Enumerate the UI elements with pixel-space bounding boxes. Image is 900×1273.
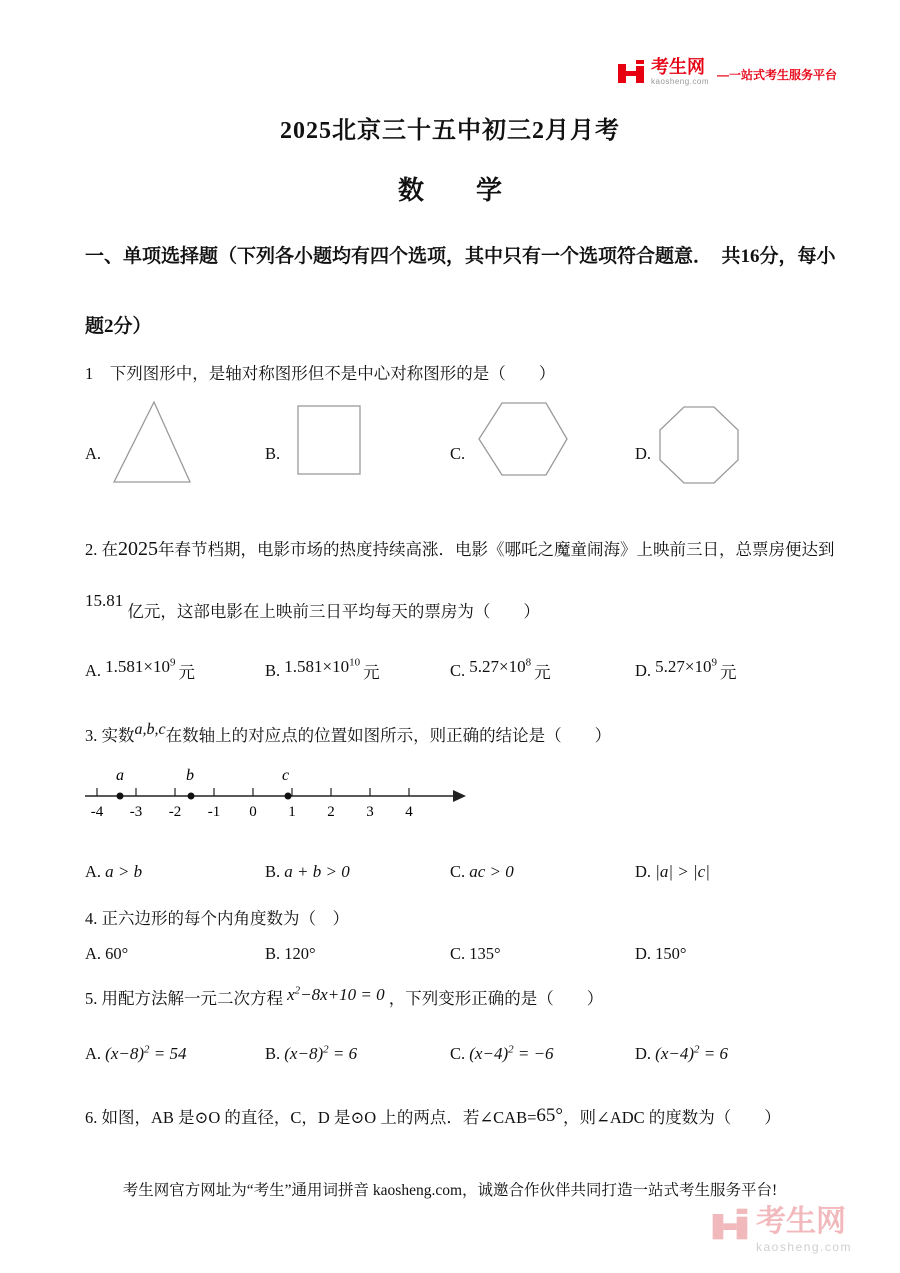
- q4-option-d: [635, 944, 687, 964]
- q4-option-a-value: 60°: [105, 944, 129, 963]
- q2-option-b-label: B.: [265, 661, 281, 680]
- q5-option-d-rhs: = 6: [703, 1044, 728, 1063]
- q5-option-c-exponent: 2: [508, 1043, 514, 1056]
- q2-option-c-unit: 元: [534, 663, 551, 682]
- q2-option-a-unit: 元: [178, 663, 196, 682]
- q5-option-c-rhs: = −6: [517, 1044, 554, 1063]
- q2-line2-rest: 亿元，这部电影在上映前三日平均每天的票房为（ ）: [127, 602, 540, 621]
- question-5-text: [85, 986, 855, 1012]
- q4-option-b: [265, 944, 316, 964]
- q3-option-c-expr: ac > 0: [469, 862, 514, 881]
- tick-label: 4: [405, 804, 413, 820]
- footer-text: 考生网官方网址为“考生”通用词拼音 kaosheng.com，诚邀合作伙伴共同打造一站式考生服务平台!: [122, 1182, 778, 1199]
- subject-title: 数 学: [397, 176, 502, 205]
- question-4-options: [85, 944, 870, 972]
- tick-label: -4: [90, 804, 104, 820]
- q4-option-d-value: 150°: [655, 944, 687, 963]
- question-4-text: 4. 正六边形的每个内角度数为（ ）: [85, 909, 349, 928]
- q2-pre: 2. 在: [85, 540, 118, 559]
- watermark-logo-icon: [710, 1206, 750, 1246]
- q5-option-a-expr: (x−8): [105, 1044, 145, 1063]
- q5-eq-rest: −8x+10 = 0: [300, 985, 385, 1004]
- question-3-text: [85, 721, 855, 749]
- kaosheng-logo-icon: [616, 58, 646, 88]
- q4-option-a: [85, 944, 128, 964]
- tick-label: -1: [207, 804, 221, 820]
- q3-option-a-expr: a > b: [105, 862, 143, 881]
- q4-option-b-value: 120°: [284, 944, 316, 963]
- q1-option-label-b: B.: [265, 444, 281, 463]
- question-6-text: [85, 1104, 855, 1133]
- q3-option-b: [265, 862, 350, 882]
- hexagon-shape: [477, 399, 569, 479]
- q3-option-b-label: B.: [265, 862, 281, 881]
- q1-option-label-c: C.: [450, 444, 466, 463]
- q4-option-c: [450, 944, 501, 964]
- q1-option-label-a: A.: [85, 444, 102, 463]
- q4-option-d-label: D.: [635, 944, 652, 963]
- q3-option-b-expr: a + b > 0: [284, 862, 350, 881]
- logo-text-block: [651, 58, 709, 86]
- q2-option-d: [635, 657, 737, 681]
- q6-angle-value: 65°: [536, 1105, 563, 1126]
- q4-option-c-value: 135°: [469, 944, 501, 963]
- q2-option-a-label: A.: [85, 661, 102, 680]
- q5-option-b: [265, 1044, 357, 1064]
- question-3-options: [85, 862, 870, 890]
- q2-option-b-exponent: 10: [349, 656, 361, 669]
- tick-label: -2: [168, 804, 182, 820]
- tick-label: 2: [327, 804, 335, 820]
- q5-eq-base: x: [287, 985, 295, 1004]
- q2-option-a-exponent: 9: [170, 656, 176, 669]
- q5-option-d-exponent: 2: [694, 1043, 700, 1056]
- kaosheng-logo: [616, 58, 837, 88]
- q3-option-c-label: C.: [450, 862, 466, 881]
- q5-option-b-exponent: 2: [323, 1043, 329, 1056]
- q2-option-b: [265, 657, 380, 681]
- q2-option-c-label: C.: [450, 661, 466, 680]
- triangle-shape: [110, 398, 194, 486]
- question-5-options: [85, 1044, 870, 1072]
- page-title: 2025北京三十五中初三2月月考: [280, 118, 620, 144]
- q6-pre: 6. 如图，AB 是⊙O 的直径，C，D 是⊙O 上的两点．若∠CAB=: [85, 1108, 537, 1127]
- q3-option-d: [635, 862, 710, 882]
- question-1-text: 1 下列图形中，是轴对称图形但不是中心对称图形的是（ ）: [85, 364, 556, 383]
- q3-variables: a,b,c: [134, 721, 166, 738]
- q2-option-d-unit: 元: [720, 663, 737, 682]
- q2-number: 15.81: [85, 591, 124, 610]
- octagon-shape: [657, 404, 741, 486]
- tick-label: -3: [129, 804, 143, 820]
- q2-option-a-value: 1.581×10: [105, 657, 171, 676]
- q2-year: 2025: [118, 538, 158, 560]
- point-c-label: c: [282, 767, 290, 784]
- point-a-dot: [117, 793, 124, 800]
- q5-option-d: [635, 1044, 728, 1064]
- q4-option-c-label: C.: [450, 944, 466, 963]
- watermark-text-block: [756, 1206, 852, 1254]
- q4-option-a-label: A.: [85, 944, 102, 963]
- q2-option-d-label: D.: [635, 661, 652, 680]
- q2-option-d-value: 5.27×10: [655, 657, 712, 676]
- q2-option-b-value: 1.581×10: [284, 657, 350, 676]
- q5-post: ，下列变形正确的是（ ）: [388, 989, 604, 1008]
- q5-option-d-label: D.: [635, 1044, 652, 1063]
- q5-option-b-rhs: = 6: [332, 1044, 358, 1063]
- q3-option-a: [85, 862, 142, 882]
- point-c-dot: [285, 793, 292, 800]
- point-a-label: a: [116, 767, 124, 784]
- q3-pre: 3. 实数: [85, 726, 135, 745]
- q5-option-b-expr: (x−8): [284, 1044, 324, 1063]
- point-b-dot: [188, 793, 195, 800]
- logo-domain: kaosheng.com: [651, 76, 710, 86]
- q6-post: ，则∠ADC 的度数为（ ）: [563, 1108, 781, 1127]
- q5-equation: [287, 985, 385, 1004]
- q2-option-b-unit: 元: [363, 663, 380, 682]
- q2-option-c: [450, 657, 551, 681]
- q2-option-c-value: 5.27×10: [469, 657, 526, 676]
- watermark-name: 考生网: [756, 1205, 846, 1238]
- q5-pre: 5. 用配方法解一元二次方程: [85, 989, 283, 1008]
- tick-label: 1: [288, 804, 296, 820]
- q2-line1-rest: 年春节档期，电影市场的热度持续高涨．电影《哪吒之魔童闹海》上映前三日，总票房便达到: [158, 540, 835, 559]
- tick-label: 3: [366, 804, 374, 820]
- tick-label: 0: [249, 804, 257, 820]
- q3-option-d-label: D.: [635, 862, 652, 881]
- section-heading-line2: 题2分）: [85, 316, 152, 337]
- q5-option-b-label: B.: [265, 1044, 281, 1063]
- q5-option-c: [450, 1044, 554, 1064]
- q2-option-d-exponent: 9: [711, 656, 718, 669]
- question-2-line2: [85, 591, 855, 621]
- section-heading-line1: 一、单项选择题（下列各小题均有四个选项，其中只有一个选项符合题意． 共16分，每小: [85, 246, 836, 267]
- logo-name: 考生网: [651, 57, 705, 77]
- q3-option-a-label: A.: [85, 862, 102, 881]
- q5-option-c-label: C.: [450, 1044, 466, 1063]
- q3-post: 在数轴上的对应点的位置如图所示，则正确的结论是（ ）: [165, 726, 612, 745]
- logo-tagline: —一站式考生服务平台: [717, 68, 838, 82]
- square-shape: [296, 404, 362, 476]
- q5-option-a-label: A.: [85, 1044, 102, 1063]
- q1-option-label-d: D.: [635, 444, 652, 463]
- watermark: [710, 1206, 852, 1254]
- question-2-options: [85, 657, 870, 685]
- q3-option-c: [450, 862, 514, 882]
- number-line-figure: [85, 764, 480, 824]
- q5-option-a-rhs: = 54: [153, 1044, 187, 1063]
- q3-option-d-expr: |a| > |c|: [655, 862, 710, 881]
- watermark-domain: kaosheng.com: [756, 1239, 853, 1254]
- question-2-line1: [85, 534, 855, 564]
- q2-option-a: [85, 657, 195, 681]
- q2-option-c-exponent: 8: [525, 656, 532, 669]
- point-b-label: b: [186, 767, 194, 784]
- q5-option-d-expr: (x−4): [655, 1044, 695, 1063]
- q5-option-a-exponent: 2: [144, 1043, 150, 1056]
- q4-option-b-label: B.: [265, 944, 281, 963]
- q5-option-c-expr: (x−4): [469, 1044, 509, 1063]
- q5-eq-exponent: 2: [294, 984, 301, 997]
- q5-option-a: [85, 1044, 187, 1064]
